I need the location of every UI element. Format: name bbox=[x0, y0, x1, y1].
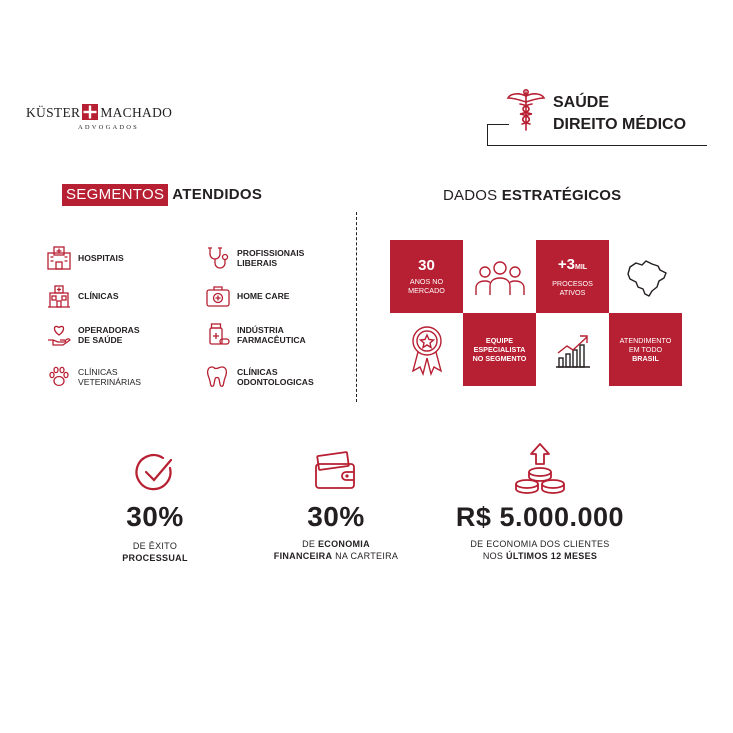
stat-clientes-caption-1: DE ECONOMIA DOS CLIENTES bbox=[470, 539, 610, 549]
hospital-icon bbox=[46, 245, 72, 271]
segment-label: CLÍNICAS bbox=[78, 291, 119, 301]
header-line1: SAÚDE bbox=[553, 94, 610, 111]
logo-wordmark bbox=[26, 104, 172, 121]
coins-up-icon bbox=[513, 442, 567, 496]
segment-item-profissionais-liberais bbox=[205, 245, 304, 271]
processos-label: PROCESOS ATIVOS bbox=[552, 278, 593, 297]
stat-clientes bbox=[440, 442, 640, 562]
segmentos-heading bbox=[62, 184, 262, 208]
dados-heading bbox=[443, 187, 621, 204]
segment-item-home-care bbox=[205, 283, 290, 309]
processos-value-row bbox=[558, 257, 587, 276]
stat-economia-caption-1 bbox=[256, 538, 416, 550]
dados-cell-award-icon bbox=[390, 313, 463, 386]
brasil-label-light: ATENDIMENTO EM TODO bbox=[619, 336, 672, 354]
paw-icon bbox=[46, 364, 72, 390]
medicine-icon bbox=[205, 322, 231, 348]
dados-cell-brasil bbox=[609, 313, 682, 386]
stat-clientes-cap2-bold: ÚLTIMOS 12 MESES bbox=[506, 551, 598, 561]
segment-item-industria bbox=[205, 322, 306, 348]
stat-exito-value: 30% bbox=[126, 501, 184, 532]
logo-right-text: MACHADO bbox=[100, 105, 173, 120]
equipe-label: EQUIPE ESPECIALISTA NO SEGMENTO bbox=[472, 336, 527, 363]
header-line2: DIREITO MÉDICO bbox=[553, 116, 687, 133]
segment-item-hospitais bbox=[46, 245, 124, 271]
segmentos-heading-highlight: SEGMENTOS bbox=[62, 184, 168, 206]
stat-economia-cap1-bold: ECONOMIA bbox=[318, 539, 370, 549]
first-aid-kit-icon bbox=[205, 283, 231, 309]
anos-label: ANOS NO MERCADO bbox=[408, 277, 445, 295]
stat-clientes-cap2-light: NOS bbox=[482, 551, 504, 561]
dados-cell-equipe bbox=[463, 313, 536, 386]
stethoscope-icon bbox=[205, 245, 231, 271]
clinic-icon bbox=[46, 283, 72, 309]
dados-cell-map-icon bbox=[609, 240, 682, 313]
page-header bbox=[470, 88, 710, 152]
heart-hand-icon bbox=[46, 322, 72, 348]
dados-grid bbox=[390, 240, 681, 385]
segment-label: CLÍNICAS VETERINÁRIAS bbox=[78, 367, 142, 387]
award-ribbon-icon bbox=[407, 323, 447, 377]
segment-label: OPERADORAS DE SAÚDE bbox=[78, 325, 140, 345]
stat-economia bbox=[256, 448, 416, 562]
stat-economia-caption-2 bbox=[256, 550, 416, 562]
stat-economia-cap2-bold: FINANCEIRA bbox=[273, 551, 333, 561]
segment-label: PROFISSIONAIS LIBERAIS bbox=[237, 248, 305, 268]
dados-cell-anos bbox=[390, 240, 463, 313]
dados-cell-growth-icon bbox=[536, 313, 609, 386]
section-divider bbox=[356, 212, 357, 402]
checkmark-icon bbox=[132, 450, 178, 496]
header-rule-top bbox=[487, 124, 509, 125]
stat-economia-cap1-light: DE bbox=[302, 539, 316, 549]
stat-economia-cap2-light: NA CARTEIRA bbox=[335, 551, 399, 561]
segment-label: INDÚSTRIA FARMACÊUTICA bbox=[237, 325, 306, 345]
segmentos-heading-rest: ATENDIDOS bbox=[172, 186, 263, 203]
anos-value: 30 bbox=[418, 257, 435, 274]
processos-unit: MIL bbox=[575, 263, 588, 271]
company-logo bbox=[26, 100, 186, 132]
stat-exito bbox=[90, 450, 220, 564]
wallet-icon bbox=[313, 448, 359, 494]
segment-item-veterinarias bbox=[46, 364, 141, 390]
segment-item-odontologicas bbox=[205, 364, 314, 390]
logo-left-text: KÜSTER bbox=[26, 105, 81, 120]
dados-heading-bold: ESTRATÉGICOS bbox=[501, 187, 622, 204]
brazil-map-icon bbox=[622, 255, 670, 299]
dados-heading-light: DADOS bbox=[443, 187, 498, 204]
logo-subtitle: ADVOGADOS bbox=[78, 124, 139, 131]
segment-label: CLÍNICAS ODONTOLOGICAS bbox=[237, 367, 314, 387]
growth-chart-icon bbox=[553, 330, 593, 370]
segment-item-operadoras bbox=[46, 322, 140, 348]
stat-economia-value: 30% bbox=[307, 501, 365, 532]
header-rule-bottom bbox=[487, 145, 707, 146]
processos-value: +3 bbox=[557, 255, 576, 273]
caduceus-icon bbox=[506, 88, 546, 132]
logo-cross-mark bbox=[82, 104, 98, 120]
dados-cell-team-icon bbox=[463, 240, 536, 313]
header-title bbox=[553, 92, 686, 136]
segment-label: HOSPITAIS bbox=[78, 253, 124, 263]
segment-label: HOME CARE bbox=[237, 291, 290, 301]
header-rule-vertical bbox=[487, 124, 488, 146]
stat-clientes-value: R$ 5.000.000 bbox=[455, 502, 625, 532]
stat-exito-caption-1: DE ÊXITO bbox=[132, 541, 178, 551]
brasil-label-bold: BRASIL bbox=[632, 354, 659, 363]
team-icon bbox=[473, 257, 527, 297]
stat-exito-caption-2: PROCESSUAL bbox=[122, 553, 188, 563]
segment-item-clinicas bbox=[46, 283, 119, 309]
tooth-icon bbox=[205, 364, 231, 390]
dados-cell-processos bbox=[536, 240, 609, 313]
stat-clientes-caption-2 bbox=[440, 550, 640, 562]
